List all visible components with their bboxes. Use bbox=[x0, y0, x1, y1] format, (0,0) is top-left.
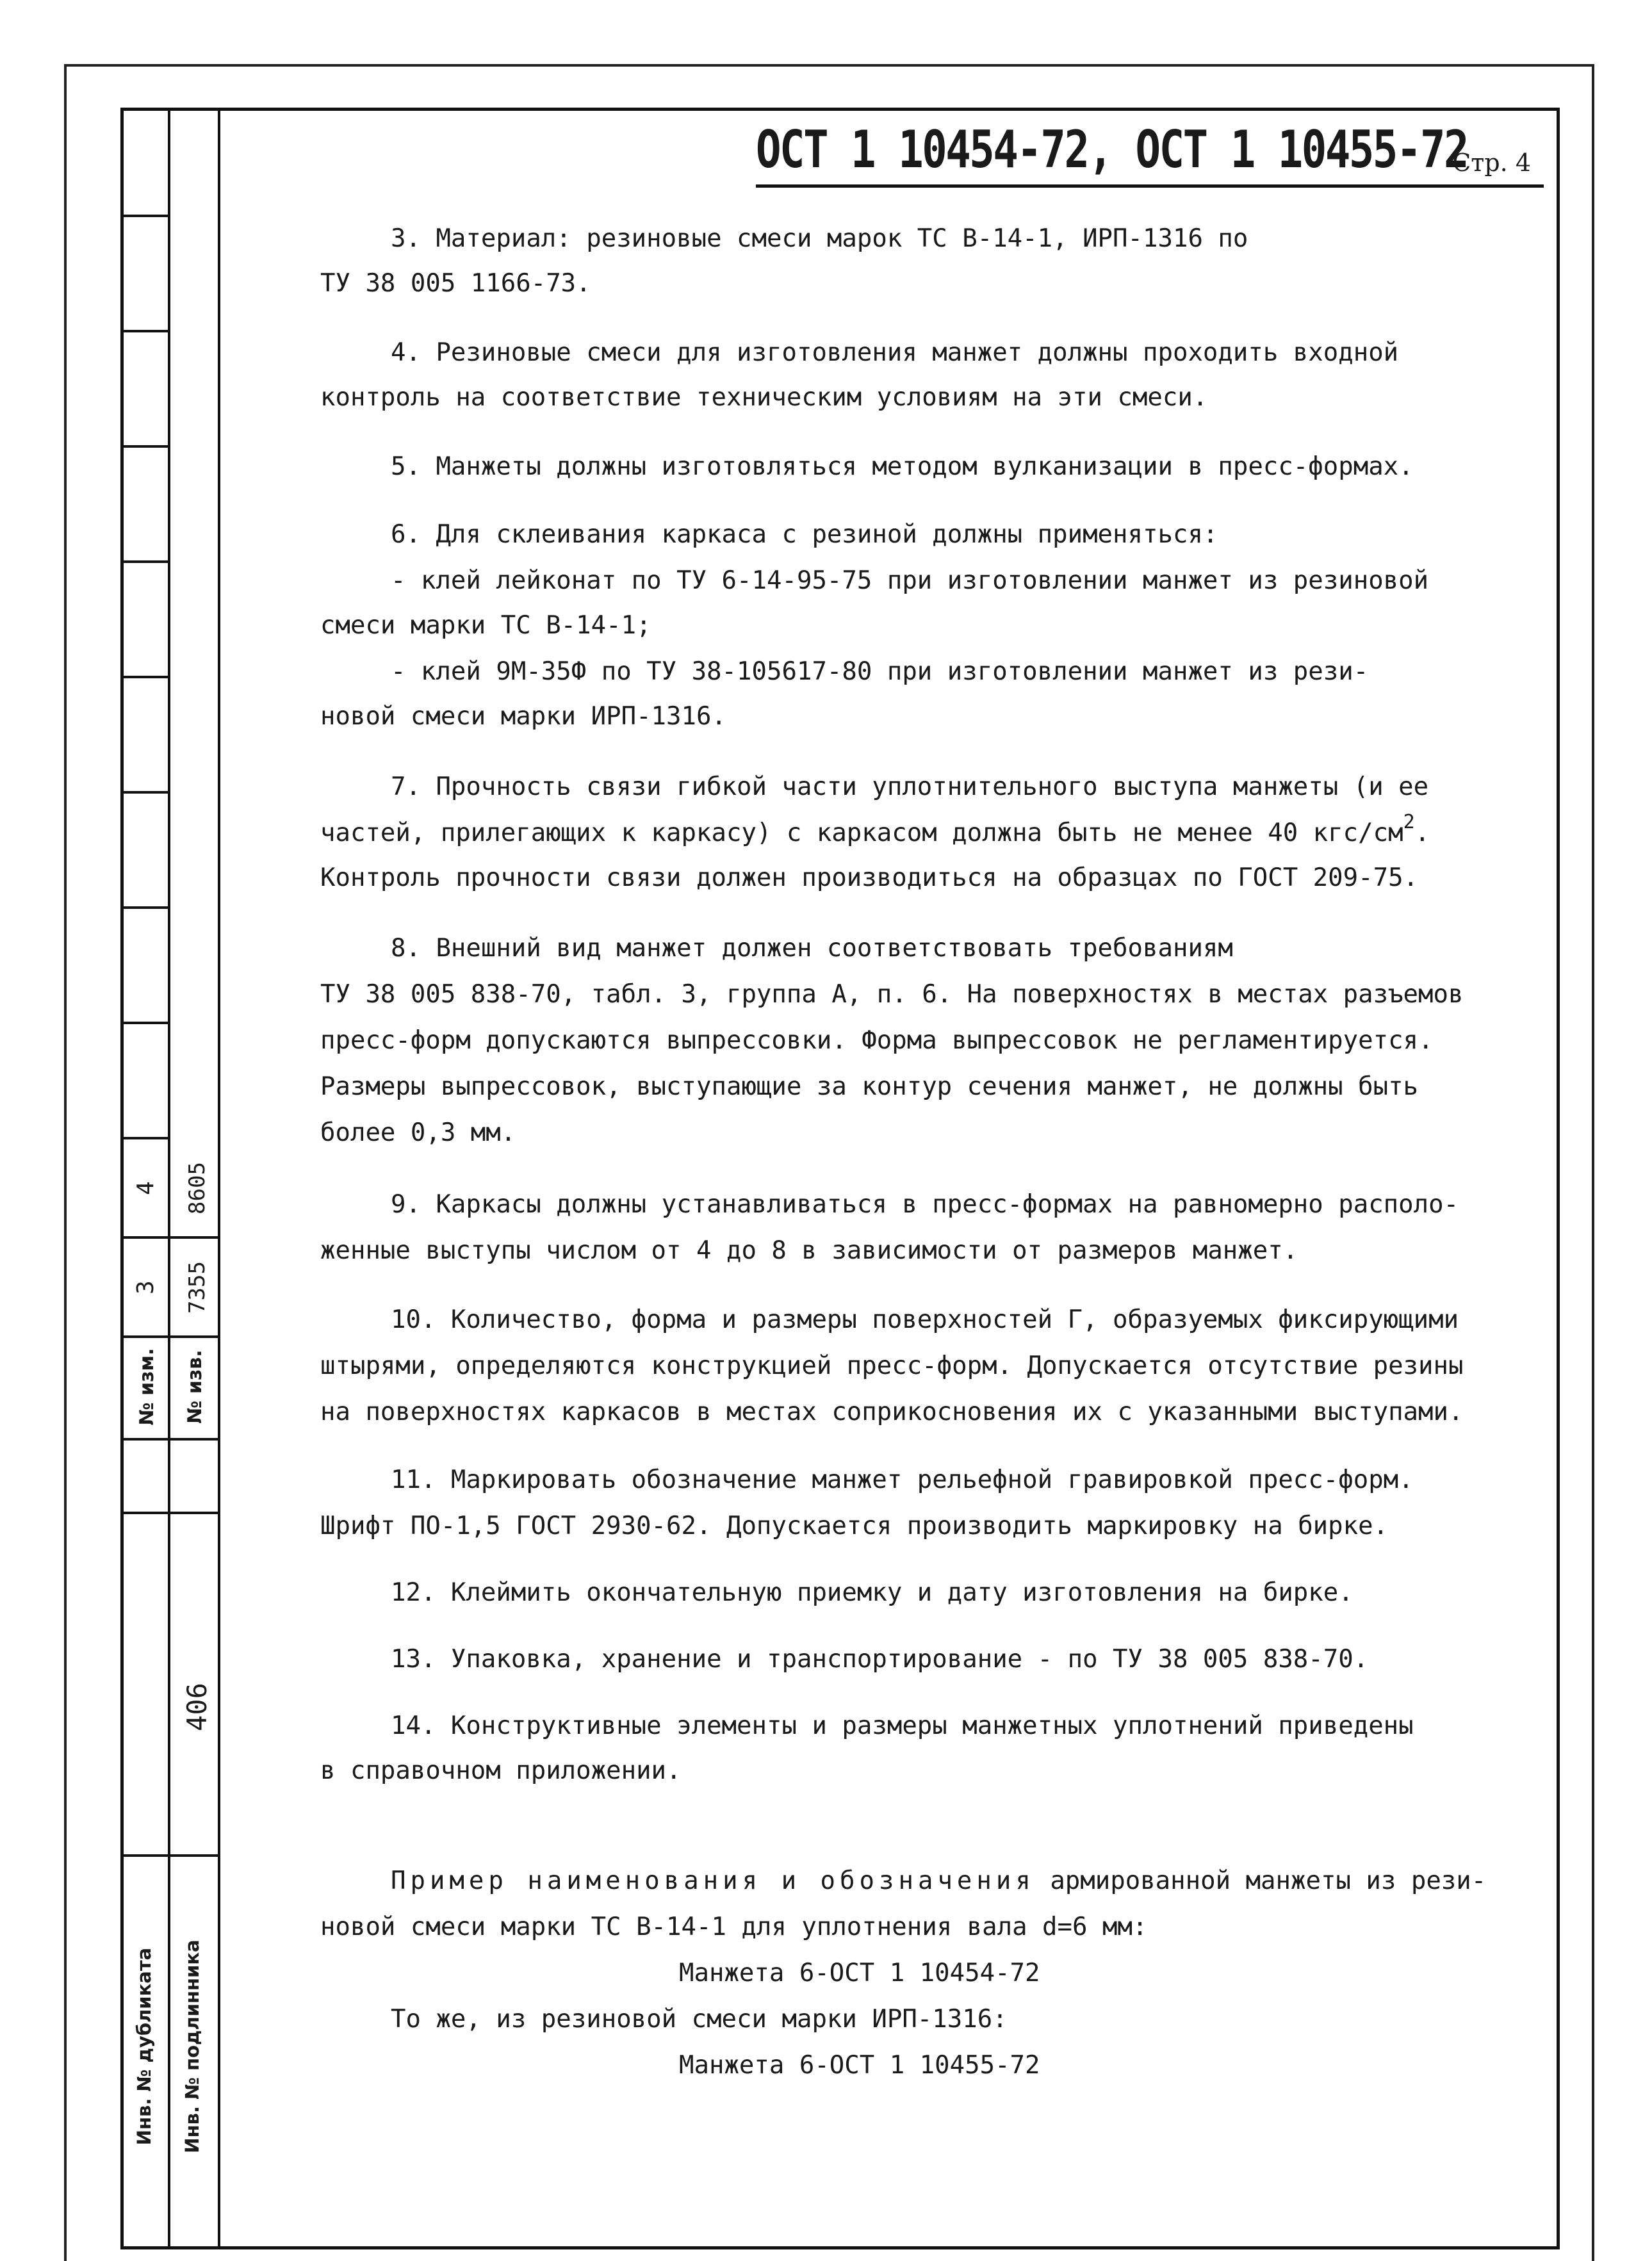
standard-title: ОСТ 1 10454-72, ОСТ 1 10455-72 bbox=[756, 120, 1468, 179]
change-no-label: № изм. bbox=[136, 1348, 158, 1426]
text-run: Пример наименования и обозначения bbox=[391, 1866, 1035, 1895]
page-number: Стр. 4 bbox=[1452, 149, 1531, 177]
notice-number: 8605 bbox=[184, 1162, 210, 1214]
document-header bbox=[756, 114, 1544, 188]
strip-divider bbox=[120, 1438, 220, 1441]
duplicate-value: 406 bbox=[181, 1683, 213, 1731]
strip-divider bbox=[120, 108, 123, 2249]
duplicate-inv-label: Инв. № дубликата bbox=[133, 1947, 155, 2146]
text-line: 8. Внешний вид манжет должен соответствовать требованиям bbox=[391, 934, 1233, 963]
text-line: - клей 9М-35Ф по ТУ 38-105617-80 при изготовлении манжет из рези- bbox=[391, 657, 1369, 686]
text-line: 11. Маркировать обозначение манжет рельефной гравировкой пресс-форм. bbox=[391, 1465, 1414, 1494]
text-line: 12. Клеймить окончательную приемку и дату изготовления на бирке. bbox=[391, 1578, 1353, 1607]
designation-line: Манжета 6-ОСТ 1 10454-72 bbox=[679, 1959, 1040, 1988]
text-line: 4. Резиновые смеси для изготовления манжет должны проходить входной bbox=[391, 338, 1399, 367]
notice-number: 7355 bbox=[184, 1261, 210, 1314]
text-line bbox=[320, 811, 1430, 847]
text-line: 13. Упаковка, хранение и транспортирование - по ТУ 38 005 838-70. bbox=[391, 1645, 1369, 1674]
text-run: армированной манжеты из рези- bbox=[1035, 1866, 1487, 1895]
text-line: 5. Манжеты должны изготовляться методом вулканизации в пресс-формах. bbox=[391, 452, 1414, 481]
sheet-edge bbox=[1592, 64, 1594, 2261]
strip-divider bbox=[120, 1335, 220, 1338]
text-line: Шрифт ПО-1,5 ГОСТ 2930-62. Допускается производить маркировку на бирке. bbox=[320, 1512, 1389, 1540]
text-line: контроль на соответствие техническим условиям на эти смеси. bbox=[320, 383, 1208, 412]
designation-line: Манжета 6-ОСТ 1 10455-72 bbox=[679, 2051, 1040, 2080]
strip-divider bbox=[120, 1512, 220, 1514]
text-line bbox=[391, 1866, 1486, 1895]
strip-divider bbox=[120, 330, 170, 332]
strip-divider bbox=[120, 1022, 170, 1024]
text-line: 6. Для склеивания каркаса с резиной должны применяться: bbox=[391, 520, 1218, 549]
text-line: 3. Материал: резиновые смеси марок ТС В-14-1, ИРП-1316 по bbox=[391, 224, 1248, 253]
strip-divider bbox=[120, 445, 170, 448]
text-line: 9. Каркасы должны устанавливаться в пресс-формах на равномерно располо- bbox=[391, 1190, 1459, 1219]
strip-divider bbox=[120, 215, 170, 217]
text-line: на поверхностях каркасов в местах соприкосновения их с указанными выступами. bbox=[320, 1398, 1464, 1426]
text-line: Контроль прочности связи должен производиться на образцах по ГОСТ 209-75. bbox=[320, 863, 1419, 892]
strip-divider bbox=[120, 676, 170, 678]
text-line: - клей лейконат по ТУ 6-14-95-75 при изготовлении манжет из резиновой bbox=[391, 566, 1429, 595]
text-line: ТУ 38 005 1166-73. bbox=[320, 269, 591, 298]
notice-no-label: № изв. bbox=[184, 1350, 206, 1424]
text-line: в справочном приложении. bbox=[320, 1756, 682, 1785]
text-line: смеси марки ТС В-14-1; bbox=[320, 611, 651, 640]
text-line: 10. Количество, форма и размеры поверхностей Г, образуемых фиксирующими bbox=[391, 1305, 1459, 1334]
strip-divider bbox=[120, 791, 170, 794]
strip-divider bbox=[120, 906, 170, 909]
text-run: . bbox=[1414, 819, 1430, 847]
text-line: женные выступы числом от 4 до 8 в зависимости от размеров манжет. bbox=[320, 1236, 1298, 1265]
strip-divider bbox=[120, 560, 170, 563]
superscript: 2 bbox=[1403, 811, 1415, 833]
text-line: То же, из резиновой смеси марки ИРП-1316: bbox=[391, 2005, 1008, 2034]
change-number: 4 bbox=[133, 1181, 159, 1195]
text-line: ТУ 38 005 838-70, табл. 3, группа А, п. 6. На поверхностях в местах разъемов bbox=[320, 980, 1464, 1009]
text-line: новой смеси марки ТС В-14-1 для уплотнения вала d=6 мм: bbox=[320, 1913, 1148, 1941]
sheet-edge bbox=[64, 64, 67, 2261]
text-line: 14. Конструктивные элементы и размеры манжетных уплотнений приведены bbox=[391, 1711, 1414, 1740]
text-run: частей, прилегающих к каркасу) с каркасом должна быть не менее 40 кгс/см bbox=[320, 819, 1403, 847]
text-line: пресс-форм допускаются выпрессовки. Форма выпрессовок не регламентируется. bbox=[320, 1026, 1434, 1055]
text-line: новой смеси марки ИРП-1316. bbox=[320, 702, 726, 731]
sheet-edge bbox=[64, 64, 1594, 67]
text-line: штырями, определяются конструкцией пресс-форм. Допускается отсутствие резины bbox=[320, 1351, 1464, 1380]
original-inv-label: Инв. № подлинника bbox=[181, 1939, 203, 2153]
text-line: 7. Прочность связи гибкой части уплотнительного выступа манжеты (и ее bbox=[391, 772, 1429, 801]
change-number: 3 bbox=[133, 1280, 159, 1294]
strip-divider bbox=[120, 1137, 170, 1139]
text-line: более 0,3 мм. bbox=[320, 1118, 516, 1147]
strip-divider bbox=[120, 1236, 220, 1239]
strip-divider bbox=[120, 1854, 220, 1857]
text-line: Размеры выпрессовок, выступающие за контур сечения манжет, не должны быть bbox=[320, 1072, 1419, 1101]
